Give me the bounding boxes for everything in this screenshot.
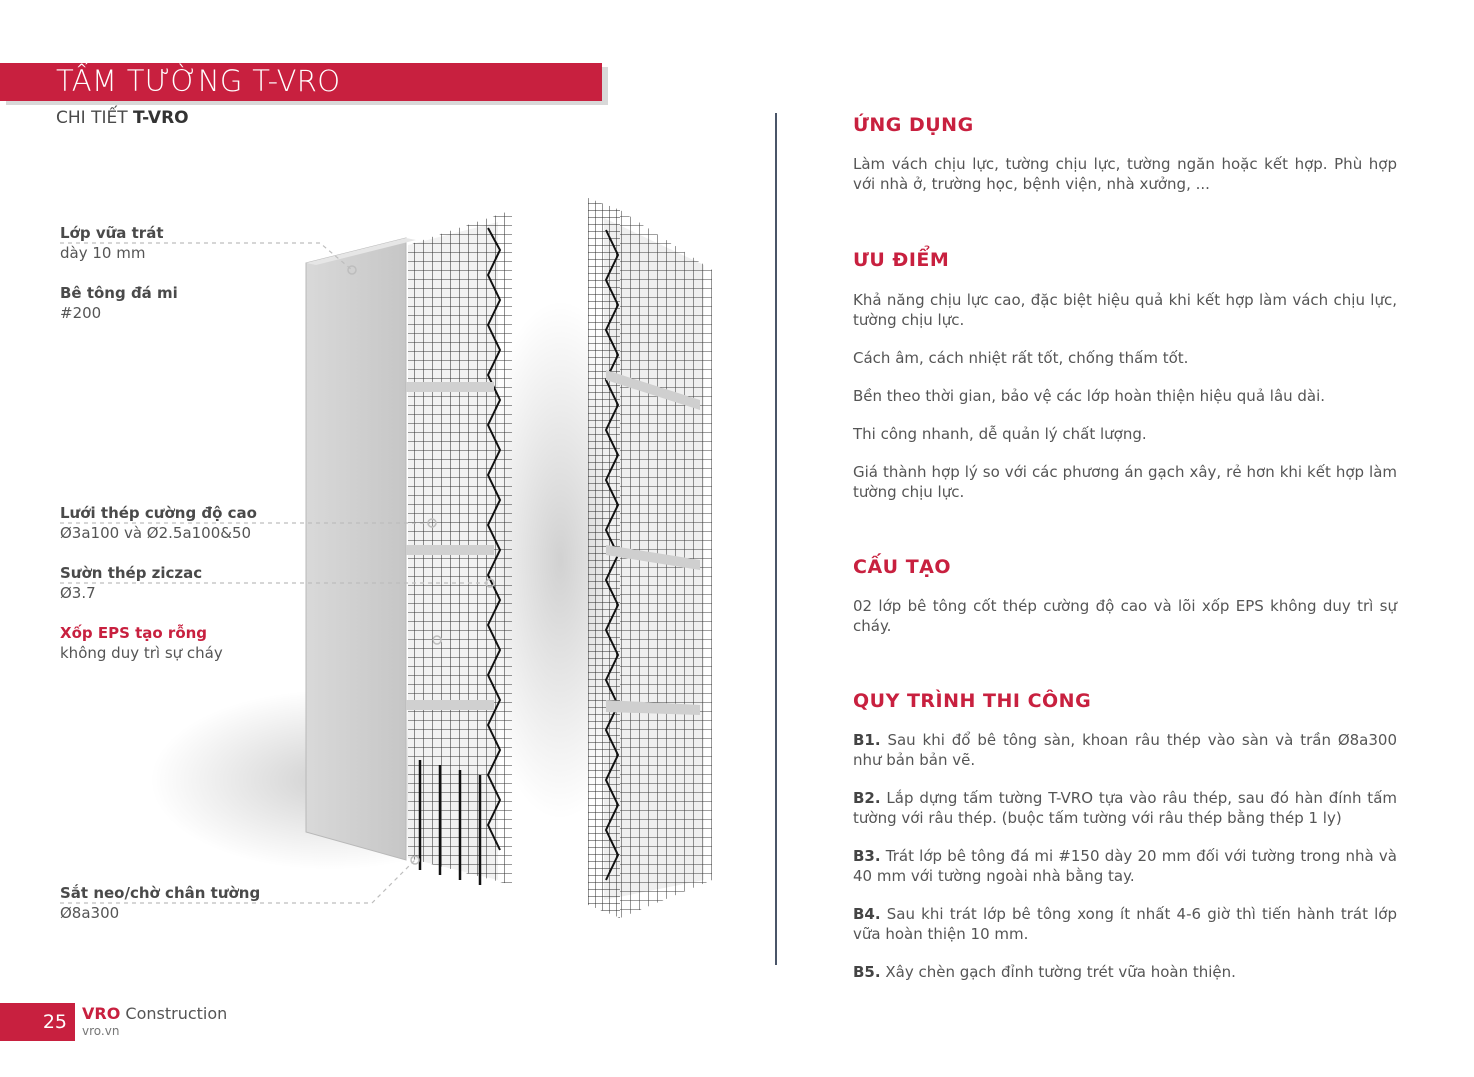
section-quy-trinh — [853, 690, 1397, 1000]
brand-bold: VRO — [82, 1004, 121, 1023]
advantage-item: Cách âm, cách nhiệt rất tốt, chống thấm tốt. — [853, 349, 1189, 367]
step-item — [853, 846, 1397, 886]
step-key: B3. — [853, 847, 881, 865]
label-name: Bê tông đá mi — [60, 284, 178, 302]
left-wall-panel — [306, 210, 512, 885]
wall-panel-illustration — [0, 0, 780, 1000]
column-divider — [775, 113, 777, 965]
section-uu-diem — [853, 249, 1397, 520]
label-name: Sườn thép ziczac — [60, 564, 203, 582]
advantage-item: Khả năng chịu lực cao, đặc biệt hiệu quả khi kết hợp làm vách chịu lực, tường chịu lực. — [853, 291, 1397, 329]
right-wall-panel — [588, 198, 712, 918]
advantage-item: Bền theo thời gian, bảo vệ các lớp hoàn thiện hiệu quả lâu dài. — [853, 387, 1326, 405]
section-title: CẤU TẠO — [853, 556, 952, 578]
step-text: Trát lớp bê tông đá mi #150 dày 20 mm đối với tường trong nhà và 40 mm với tường ngoài nhà bằng tay. — [853, 847, 1397, 885]
step-key: B4. — [853, 905, 881, 923]
step-key: B2. — [853, 789, 881, 807]
label-lop-vua-trat — [60, 223, 163, 263]
label-name: Xốp EPS tạo rỗng — [60, 624, 208, 642]
label-value: Ø3a100 và Ø2.5a100&50 — [60, 524, 252, 542]
label-value: #200 — [60, 304, 102, 322]
label-name: Lưới thép cường độ cao — [60, 504, 257, 522]
page-number-box — [0, 1003, 75, 1041]
step-text: Xây chèn gạch đỉnh tường trét vữa hoàn thiện. — [880, 963, 1236, 981]
subtitle-bold: T-VRO — [133, 108, 189, 128]
label-value: không duy trì sự cháy — [60, 644, 223, 662]
step-item — [853, 730, 1397, 770]
step-text: Sau khi trát lớp bê tông xong ít nhất 4-6 giờ thì tiến hành trát lớp vữa hoàn thiện 10 mm. — [853, 905, 1397, 943]
section-title: ỨNG DỤNG — [853, 114, 974, 136]
step-item — [853, 962, 1397, 982]
subtitle-prefix: CHI TIẾT — [56, 108, 133, 128]
section-text: Làm vách chịu lực, tường chịu lực, tường ngăn hoặc kết hợp. Phù hợp với nhà ở, trường học, bệnh viện, nhà xưởng, ... — [853, 155, 1397, 193]
label-sat-neo — [60, 883, 260, 923]
step-item — [853, 904, 1397, 944]
label-suon-thep — [60, 563, 202, 603]
label-value: Ø3.7 — [60, 584, 96, 602]
label-xop-eps — [60, 623, 223, 663]
section-cau-tao — [853, 556, 1397, 654]
label-name: Sắt neo/chờ chân tường — [60, 884, 261, 902]
section-title: QUY TRÌNH THI CÔNG — [853, 690, 1092, 712]
advantage-item: Thi công nhanh, dễ quản lý chất lượng. — [853, 425, 1147, 443]
advantage-item: Giá thành hợp lý so với các phương án gạch xây, rẻ hơn khi kết hợp làm tường chịu lực. — [853, 463, 1397, 501]
label-value: dày 10 mm — [60, 244, 146, 262]
label-name: Lớp vữa trát — [60, 224, 164, 242]
section-title: ƯU ĐIỂM — [853, 249, 950, 271]
website-link[interactable]: vro.vn — [82, 1024, 120, 1038]
step-item — [853, 788, 1397, 828]
section-ung-dung — [853, 114, 1397, 212]
label-value: Ø8a300 — [60, 904, 120, 922]
step-key: B1. — [853, 731, 881, 749]
page-title: TẤM TƯỜNG T-VRO — [56, 64, 341, 98]
section-text: 02 lớp bê tông cốt thép cường độ cao và lõi xốp EPS không duy trì sự cháy. — [853, 597, 1397, 635]
brand-rest: Construction — [120, 1004, 228, 1023]
label-luoi-thep — [60, 503, 257, 543]
step-text: Sau khi đổ bê tông sàn, khoan râu thép vào sàn và trần Ø8a300 như bản bản vẽ. — [853, 731, 1397, 769]
brand-name — [82, 1004, 227, 1023]
step-key: B5. — [853, 963, 881, 981]
label-be-tong-da-mi — [60, 283, 178, 323]
step-text: Lắp dựng tấm tường T-VRO tựa vào râu thép, sau đó hàn đính tấm tường với râu thép. (buộc tấm tường với râu thép bằng thép 1 ly) — [853, 789, 1397, 827]
page-number: 25 — [42, 1011, 67, 1033]
